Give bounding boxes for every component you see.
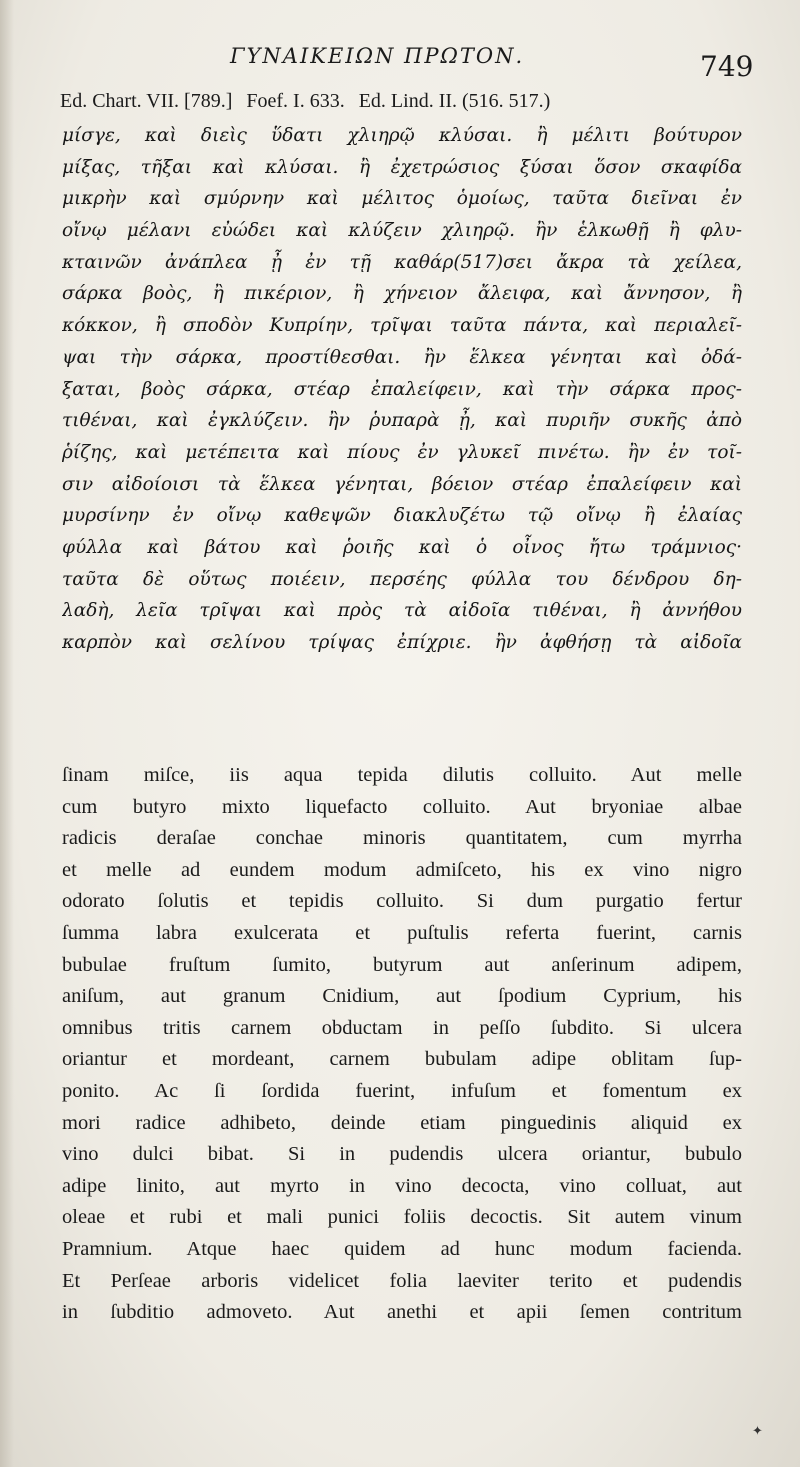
greek-text-line: ῥίζης, καὶ μετέπειτα καὶ πίους ἐν γλυκεῖ πινέτω. ἢν ἐν τοῖ- — [62, 441, 742, 463]
greek-text-line: ταῦτα δὲ οὕτως ποιέειν, περσέης φύλλα του δένδρου δη- — [62, 568, 742, 590]
latin-text-line: oleae et rubi et mali punici foliis decoctis. Sit autem vinum — [62, 1206, 742, 1229]
greek-text-line: ξαται, βοὸς σάρκα, στέαρ ἐπαλείφειν, καὶ τὴν σάρκα προς- — [62, 378, 742, 400]
greek-text-line: τιθέναι, καὶ ἐγκλύζειν. ἢν ῥυπαρὰ ᾖ, καὶ πυριῆν συκῆς ἀπὸ — [62, 410, 742, 432]
latin-text-line: in ſubditio admoveto. Aut anethi et apii ſemen contritum — [62, 1301, 742, 1324]
latin-text-line: cum butyro mixto liquefacto colluito. Aut bryoniae albae — [62, 795, 742, 818]
latin-text-line: bubulae fruſtum ſumito, butyrum aut anſerinum adipem, — [62, 953, 742, 976]
greek-text-line: μικρὴν καὶ σμύρνην καὶ μέλιτος ὁμοίως, ταῦτα διεῖναι ἐν — [62, 188, 742, 210]
edition-references — [60, 90, 550, 113]
latin-text-line: oriantur et mordeant, carnem bubulam adipe oblitam ſup- — [62, 1048, 742, 1071]
latin-text-line: aniſum, aut granum Cnidium, aut ſpodium Cyprium, his — [62, 985, 742, 1008]
greek-text-line: σάρκα βοὸς, ἢ πικέριον, ἢ χήνειον ἄλειφα, καὶ ἄννησον, ἢ — [62, 283, 742, 305]
greek-text-line: φύλλα καὶ βάτου καὶ ῥοιῆς καὶ ὁ οἶνος ἤτω τράμνιος· — [62, 536, 742, 558]
linden-reference: Ed. Lind. II. (516. 517.) — [358, 90, 551, 112]
greek-text-line: κόκκον, ἢ σποδὸν Κυπρίην, τρῖψαι ταῦτα πάντα, καὶ περιαλεῖ- — [62, 315, 742, 337]
greek-text-line: μίξας, τῆξαι καὶ κλύσαι. ἢ ἐχετρώσιος ξύσαι ὅσον σκαφίδα — [62, 156, 742, 178]
latin-text-line: adipe linito, aut myrto in vino decocta, vino colluat, aut — [62, 1174, 742, 1197]
greek-text-line: κταινῶν ἀνάπλεα ᾖ ἐν τῇ καθάρ(517)σει ἄκρα τὰ χείλεα, — [62, 251, 742, 273]
latin-text-line: vino dulci bibat. Si in pudendis ulcera oriantur, bubulo — [62, 1143, 742, 1166]
latin-text-line: ſinam miſce, iis aqua tepida dilutis colluito. Aut melle — [62, 764, 742, 786]
latin-text-line: et melle ad eundem modum admiſceto, his ex vino nigro — [62, 858, 742, 881]
latin-text-line: Et Perſeae arboris videlicet folia laeviter terito et pudendis — [62, 1269, 742, 1292]
latin-text-line: ſumma labra exulcerata et puſtulis referta fuerint, carnis — [62, 921, 742, 944]
greek-text-line: μίσγε, καὶ διεὶς ὕδατι χλιηρῷ κλύσαι. ἢ μέλιτι βούτυρον — [62, 125, 742, 146]
page-number: 749 — [700, 50, 754, 83]
greek-text-line: λαδὴ, λεῖα τρῖψαι καὶ πρὸς τὰ αἰδοῖα τιθέναι, ἢ ἀννήθου — [62, 600, 742, 622]
foesius-reference: Foef. I. 633. — [246, 90, 345, 112]
latin-text-line: radicis deraſae conchae minoris quantitatem, cum myrrha — [62, 827, 742, 850]
latin-text-line: omnibus tritis carnem obductam in peſſo ſubdito. Si ulcera — [62, 1016, 742, 1039]
corner-mark-icon: ✦ — [752, 1424, 763, 1439]
latin-text-line: odorato ſolutis et tepidis colluito. Si dum purgatio fertur — [62, 890, 742, 913]
greek-text-line: καρπὸν καὶ σελίνου τρίψας ἐπίχριε. ἢν ἀφθήσῃ τὰ αἰδοῖα — [62, 632, 742, 653]
greek-text-line: οἴνῳ μέλανι εὐώδει καὶ κλύζειν χλιηρῷ. ἢν ἑλκωθῇ ἢ φλυ- — [62, 220, 742, 242]
running-title: ΓΥΝΑΙΚΕΙΩΝ ΠΡΩΤΟΝ. — [230, 44, 525, 68]
latin-translation-block — [62, 760, 742, 1329]
greek-text-line: μυρσίνην ἐν οἴνῳ καθεψῶν διακλυζέτω τῷ οἴνῳ ἢ ἐλαίας — [62, 505, 742, 527]
greek-text-line: σιν αἰδοίοισι τὰ ἕλκεα γένηται, βόειον στέαρ ἐπαλείφειν καὶ — [62, 473, 742, 495]
latin-text-line: ponito. Ac ſi ſordida fuerint, infuſum et fomentum ex — [62, 1079, 742, 1102]
greek-text-line: ψαι τὴν σάρκα, προστίθεσθαι. ἢν ἕλκεα γένηται καὶ ὀδά- — [62, 346, 742, 368]
chartier-reference: Ed. Chart. VII. [789.] — [60, 90, 233, 112]
latin-text-line: Pramnium. Atque haec quidem ad hunc modum facienda. — [62, 1237, 742, 1260]
latin-text-line: mori radice adhibeto, deinde etiam pinguedinis aliquid ex — [62, 1111, 742, 1134]
greek-text-block — [62, 120, 742, 659]
